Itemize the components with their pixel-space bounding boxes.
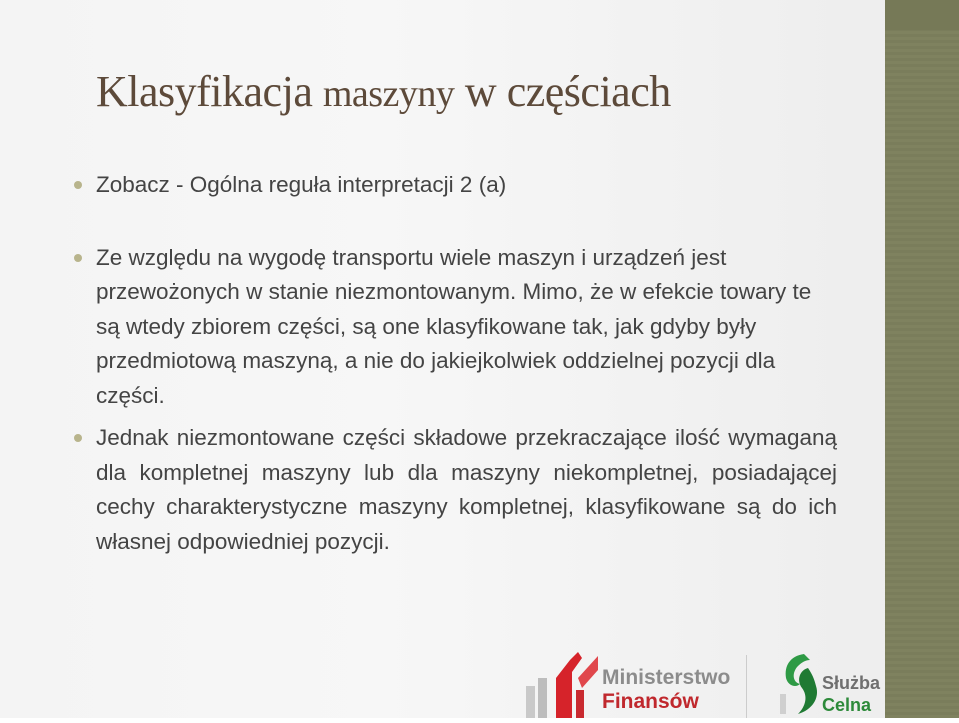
customs-logo-text — [822, 672, 880, 716]
bullet-list — [72, 168, 837, 559]
slide-title — [96, 66, 671, 117]
customs-emblem-icon — [778, 650, 822, 718]
bullet-dot-icon — [74, 434, 82, 442]
bullet-item — [72, 241, 837, 414]
customs-line-1: Służba — [822, 673, 881, 693]
ministry-line-2: Finansów — [602, 690, 699, 713]
logo-divider — [746, 655, 747, 718]
bullet-dot-icon — [74, 181, 82, 189]
title-part-2: maszyny — [322, 73, 455, 115]
ministry-line-1: Ministerstwo — [602, 666, 731, 689]
bullet-item — [72, 421, 837, 559]
ministry-of-finance-logo — [520, 648, 731, 718]
ministry-logo-text — [602, 666, 730, 714]
ministry-emblem-icon — [520, 648, 600, 718]
title-part-1: Klasyfikacja — [96, 67, 323, 116]
bullet-text: Zobacz - Ogólna reguła interpretacji 2 (a) — [96, 172, 507, 197]
bullet-item — [72, 168, 837, 203]
title-part-3: w częściach — [454, 67, 671, 116]
customs-service-logo — [778, 650, 883, 718]
bullet-text: Jednak niezmontowane części składowe przekraczające ilość wymaganą dla kompletnej maszyny lub dla maszyny niekompletnej, posiadającej cechy charakterystyczne maszyny kompletnej, klasyfikowane są do ich własnej odpowiedniej pozycji. — [96, 425, 837, 554]
bullet-text: Ze względu na wygodę transportu wiele maszyn i urządzeń jest przewożonych w stanie niezmontowanym. Mimo, że w efekcie towary te są wtedy zbiorem części, są one klasyfikowane tak, jak gdyby były przedmiotową maszyną, a nie do jakiejkolwiek oddzielnej pozycji dla części. — [96, 244, 812, 408]
bullet-dot-icon — [74, 254, 82, 262]
decorative-side-bar — [885, 0, 959, 718]
customs-line-2: Celna — [822, 695, 872, 715]
decorative-side-bar-top — [885, 0, 959, 30]
